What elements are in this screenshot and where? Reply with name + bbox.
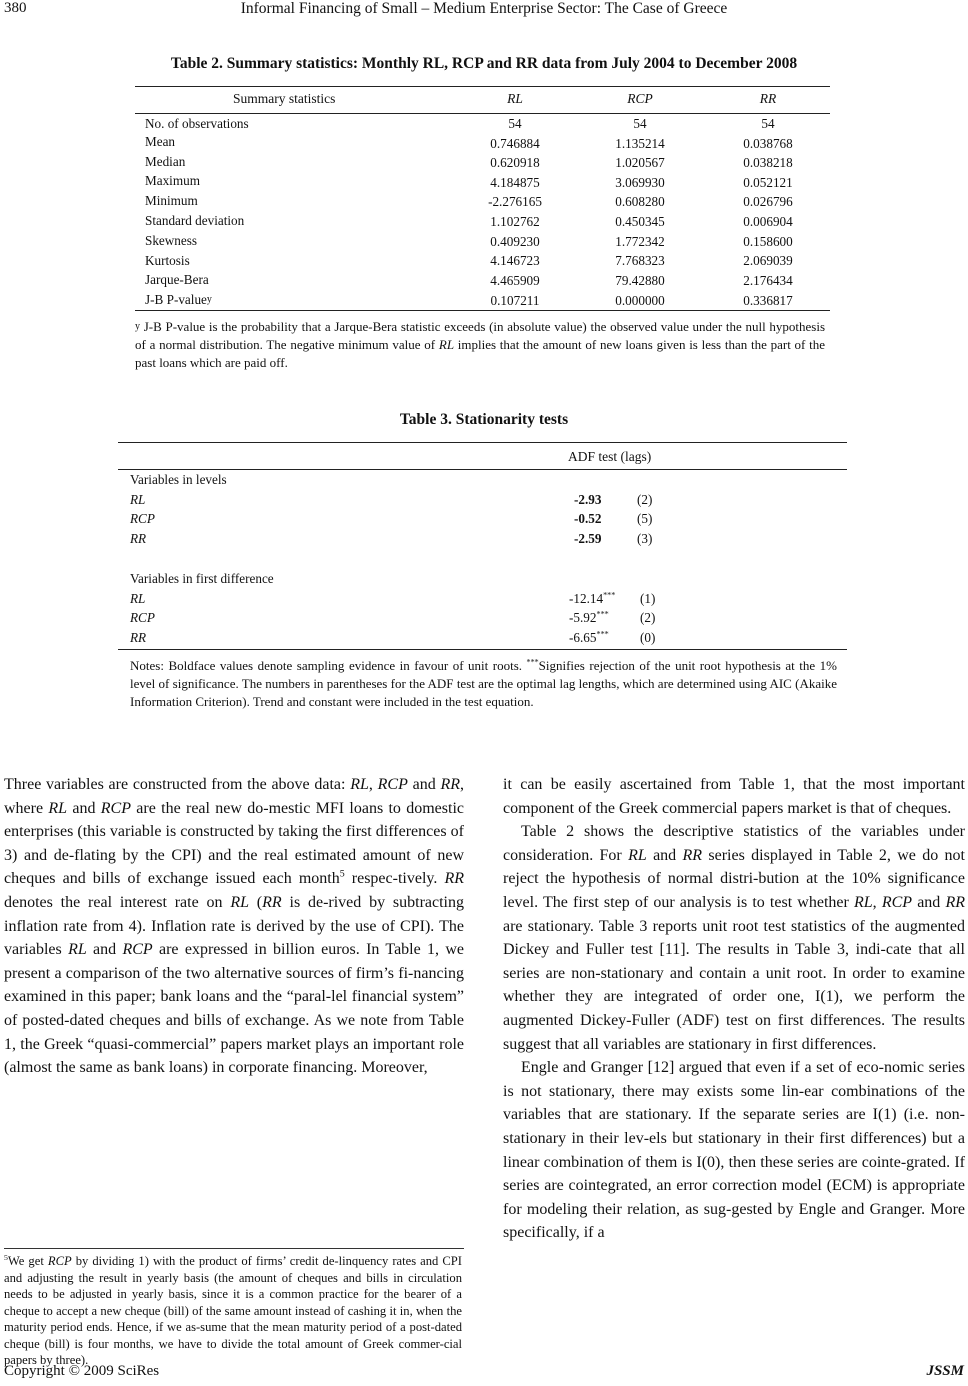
right-paragraph-1 bbox=[503, 773, 965, 820]
table3-bottom-rule bbox=[118, 649, 847, 650]
table3-stat: -2.93 bbox=[574, 492, 602, 507]
text-run: series displayed in Table 2, we do not reject the hypothesis of normal distri-bution at the 10% significance level. The first step of our analysis is to test whether bbox=[503, 846, 965, 911]
table2-cell-rr: 0.336817 bbox=[743, 293, 793, 308]
text-run: by dividing 1) with the product of firms’ credit de-linquency rates and CPI and adjusting the result in yearly basis (the amount of cheques and bills in circulation needs to be adjusted in yearly basis, since it is a common practice for the bearer of a cheque to accept a new cheque (bill) of the same amount instead of cashing it in, when the maturity period ends. Hence, if we as-sume that the mean maturity period of a post-dated cheque (bill) is four months, we have to divide the total amount of Greek commer-cial papers by three). bbox=[4, 1254, 462, 1367]
table2-cell-rr: 0.038768 bbox=[743, 136, 793, 151]
jb-label-text: J-B P-value bbox=[145, 292, 207, 307]
table2-top-rule bbox=[135, 86, 830, 87]
page-number: 380 bbox=[4, 0, 27, 16]
table2-cell-rl: 0.107211 bbox=[490, 293, 540, 308]
table2-caption: Table 2. Summary statistics: Monthly RL, RCP and RR data from July 2004 to December 2008 bbox=[170, 55, 798, 72]
text-run: ( bbox=[249, 893, 263, 911]
running-title: Informal Financing of Small – Medium Enterprise Sector: The Case of Greece bbox=[240, 0, 728, 17]
text-run: it can be easily ascertained from Table 1, that the most important component of the Greek commercial papers market is that of cheques. bbox=[503, 776, 965, 817]
stat-value: -5.92 bbox=[569, 610, 597, 625]
text-run: are the real new do-mestic MFI loans to domestic enterprises (this variable is constructed by taking the first differences of 3) and de-flating by the CPI) and the real estimated amount of new cheques and bills of exchange issued each month bbox=[4, 799, 464, 888]
superscript-ref: 5 bbox=[4, 1252, 8, 1262]
footnote-rule bbox=[4, 1248, 464, 1249]
table2-header-stat: Summary statistics bbox=[233, 91, 336, 106]
table2-cell-rl: 4.184875 bbox=[490, 175, 540, 190]
table3-var: RR bbox=[130, 630, 147, 645]
table2-row-label: Minimum bbox=[145, 193, 198, 208]
table3-column-header: ADF test (lags) bbox=[568, 449, 652, 464]
table2-row-label: No. of observations bbox=[145, 116, 249, 131]
italic-term: RR bbox=[440, 776, 461, 793]
italic-term: RCP bbox=[47, 1254, 72, 1268]
table2-cell-rl: 0.746884 bbox=[490, 136, 540, 151]
table2-cell-rcp: 54 bbox=[633, 116, 647, 131]
superscript-ref: 5 bbox=[339, 869, 345, 881]
table3-lags: (3) bbox=[637, 531, 653, 546]
table3-caption: Table 3. Stationarity tests bbox=[399, 411, 569, 428]
table3-lags: (0) bbox=[640, 630, 656, 645]
table3-lags: (2) bbox=[637, 492, 653, 507]
table2-cell-rcp: 3.069930 bbox=[615, 175, 665, 190]
table2-cell-rl: -2.276165 bbox=[488, 194, 542, 209]
copyright: Copyright © 2009 SciRes bbox=[4, 1363, 160, 1379]
table2-cell-rcp: 1.135214 bbox=[615, 136, 665, 151]
table2-cell-rl: 0.620918 bbox=[490, 155, 540, 170]
table2-cell-rr: 54 bbox=[761, 116, 775, 131]
table3-lags: (1) bbox=[640, 591, 656, 606]
italic-term: RCP bbox=[377, 776, 408, 793]
italic-term: RL bbox=[68, 941, 87, 959]
table3-lags: (2) bbox=[640, 610, 656, 625]
table2-note-marker: y bbox=[135, 321, 140, 332]
sig-marker: *** bbox=[596, 629, 609, 639]
table3-lags: (5) bbox=[637, 511, 653, 526]
table2-row-label: Mean bbox=[145, 134, 176, 149]
table2-cell-rcp: 0.608280 bbox=[615, 194, 665, 209]
text-run: is de-rived by subtracting inflation rate from 4). Inflation rate is derived by the use of CPI). The variables bbox=[4, 893, 464, 959]
italic-term: RL bbox=[48, 799, 68, 817]
italic-term: RL bbox=[230, 893, 249, 911]
stat-value: -12.14 bbox=[569, 591, 604, 606]
table3-var: RR bbox=[130, 531, 147, 546]
table2-cell-rr: 2.176434 bbox=[743, 273, 793, 288]
text-run: and bbox=[912, 893, 946, 911]
table2-cell-rl: 0.409230 bbox=[490, 234, 540, 249]
italic-term: RCP bbox=[100, 799, 131, 817]
table3-var: RL bbox=[130, 591, 146, 606]
table2-cell-rcp: 79.42880 bbox=[615, 273, 665, 288]
table2-header-rl: RL bbox=[507, 91, 523, 106]
sig-marker: *** bbox=[603, 590, 616, 600]
diff-heading: Variables in first difference bbox=[130, 571, 274, 586]
italic-term: RCP bbox=[122, 941, 153, 959]
left-column bbox=[4, 773, 464, 1080]
table2-bottom-rule bbox=[135, 310, 830, 311]
table2-cell-rcp: 0.450345 bbox=[615, 214, 665, 229]
text-run: Table 2 shows the descriptive statistics of the variables under consideration. For bbox=[503, 823, 965, 864]
italic-term: RR bbox=[262, 893, 282, 911]
italic-term: RR bbox=[682, 846, 703, 864]
text-run: Engle and Granger [12] argued that even if a set of eco-nomic series is not stationary, there may exists some lin-ear combinations of the variables that are stationary. If the separate series are I(1) (i.e. non-stationary in their lev-els but stationary in their first differences) but a linear combination of them is I(0), then these series are cointe-grated. If series are cointegrated, an error correction model (ECM) is appropriate for modeling their relation, as sug-gested by Engle and Granger. More specifically, if a bbox=[503, 1059, 965, 1242]
right-paragraph-3 bbox=[503, 1056, 965, 1245]
table3-stat: -0.52 bbox=[574, 511, 602, 526]
levels-heading: Variables in levels bbox=[130, 472, 227, 487]
table2-cell-rl: 4.465909 bbox=[490, 273, 540, 288]
table2-row-label bbox=[145, 292, 212, 308]
table3-stat bbox=[569, 591, 615, 607]
table2-cell-rl: 1.102762 bbox=[490, 214, 540, 229]
notes-a: Notes: Boldface values denote sampling evidence in favour of unit roots. bbox=[130, 658, 527, 673]
italic-term: RL bbox=[628, 846, 647, 864]
italic-term: RCP bbox=[881, 893, 913, 911]
text-run: , where bbox=[4, 776, 465, 817]
table2-row-label: Skewness bbox=[145, 233, 198, 248]
table2-cell-rr: 2.069039 bbox=[743, 253, 793, 268]
text-run: and bbox=[646, 846, 683, 864]
text-run: respec-tively. bbox=[344, 870, 445, 888]
table2-cell-rcp: 1.020567 bbox=[615, 155, 665, 170]
table2-row-label: Maximum bbox=[145, 173, 200, 188]
table2-cell-rl: 54 bbox=[508, 116, 522, 131]
text-run: , bbox=[368, 776, 378, 793]
table2-row-label: Kurtosis bbox=[145, 253, 190, 268]
table2-cell-rr: 0.038218 bbox=[743, 155, 793, 170]
table2-cell-rcp: 0.000000 bbox=[615, 293, 665, 308]
text-run: are stationary. Table 3 reports unit root test statistics of the augmented Dickey and Fuller test [11]. The results in Table 3, indi-cate that all series are non-stationary and contain a unit root. In order to examine whether they are integrated of order one, I(1), we perform the augmented Dickey-Fuller (ADF) test on first differences. The results suggest that all variables are stationary in first differences. bbox=[503, 917, 965, 1053]
table2-note-italic: RL bbox=[438, 337, 455, 352]
italic-term: RR bbox=[945, 893, 966, 911]
sig-marker: *** bbox=[596, 609, 609, 619]
notes-b: Signifies rejection of the unit root hypothesis at the 1% level of significance. The numbers in parentheses for the ADF test are the optimal lag lengths, which are determined using AIC (Akaike Information Criterion). Trend and constant were included in the test equation. bbox=[130, 658, 837, 709]
text-run: and bbox=[67, 799, 101, 817]
stat-value: -6.65 bbox=[569, 630, 597, 645]
notes-sig: *** bbox=[526, 657, 539, 667]
table2-cell-rr: 0.026796 bbox=[743, 194, 793, 209]
text-run: are expressed in billion euros. In Table 1, we present a comparison of the two alternative sources of firm’s fi-nancing examined in this paper; bank loans and the “paral-lel financial system” of posted-dated cheques and bills of exchange. As we note from Table 1, the Greek “quasi-commercial” papers market plays an important role (almost the same as bank loans) in corporate financing. Moreover, bbox=[4, 941, 464, 1077]
right-paragraph-2 bbox=[503, 820, 965, 1056]
left-paragraph-1 bbox=[4, 773, 464, 1080]
table2-header-rule bbox=[135, 113, 830, 114]
footnote bbox=[4, 1253, 462, 1369]
table2-cell-rr: 0.158600 bbox=[743, 234, 793, 249]
italic-term: RR bbox=[444, 870, 464, 888]
table2-cell-rr: 0.006904 bbox=[743, 214, 793, 229]
text-run: and bbox=[407, 776, 441, 793]
table2-row-label: Median bbox=[145, 154, 186, 169]
table2-note-text-a: J-B P-value is the probability that a Jarque-Bera statistic exceeds (in absolute value) the observed value under the null hypothesis of a normal distribution. The negative minimum value of bbox=[135, 319, 826, 352]
text-run: and bbox=[86, 941, 123, 959]
table3-header-rule bbox=[118, 469, 847, 470]
italic-term: RL bbox=[350, 776, 369, 793]
table2-note bbox=[135, 318, 825, 372]
table2-cell-rr: 0.052121 bbox=[743, 175, 793, 190]
jb-label-marker: y bbox=[206, 294, 212, 305]
table3-var: RL bbox=[130, 492, 146, 507]
table3-var: RCP bbox=[130, 610, 155, 625]
text-run: Three variables are constructed from the above data: bbox=[4, 776, 351, 793]
table2-header-rcp: RCP bbox=[627, 91, 653, 106]
right-column bbox=[503, 773, 965, 1245]
table3-notes bbox=[130, 657, 837, 711]
text-run: denotes the real interest rate on bbox=[4, 893, 231, 911]
journal-name: JSSM bbox=[926, 1363, 964, 1379]
table2-cell-rcp: 7.768323 bbox=[615, 253, 665, 268]
table3-top-rule bbox=[118, 442, 847, 443]
italic-term: RL bbox=[854, 893, 873, 911]
table2-cell-rl: 4.146723 bbox=[490, 253, 540, 268]
table2-note-text-b: implies that the amount of new loans given is less than the part of the past loans which are paid off. bbox=[135, 337, 826, 370]
table3-stat bbox=[569, 630, 609, 646]
table2-row-label: Standard deviation bbox=[145, 213, 245, 228]
table3-stat: -2.59 bbox=[574, 531, 602, 546]
text-run: We get bbox=[7, 1254, 48, 1268]
text-run: , bbox=[872, 893, 882, 911]
table3-var: RCP bbox=[130, 511, 155, 526]
table3-stat bbox=[569, 610, 609, 626]
table2-cell-rcp: 1.772342 bbox=[615, 234, 665, 249]
table2-row-label: Jarque-Bera bbox=[145, 272, 209, 287]
table2-header-rr: RR bbox=[759, 91, 777, 106]
